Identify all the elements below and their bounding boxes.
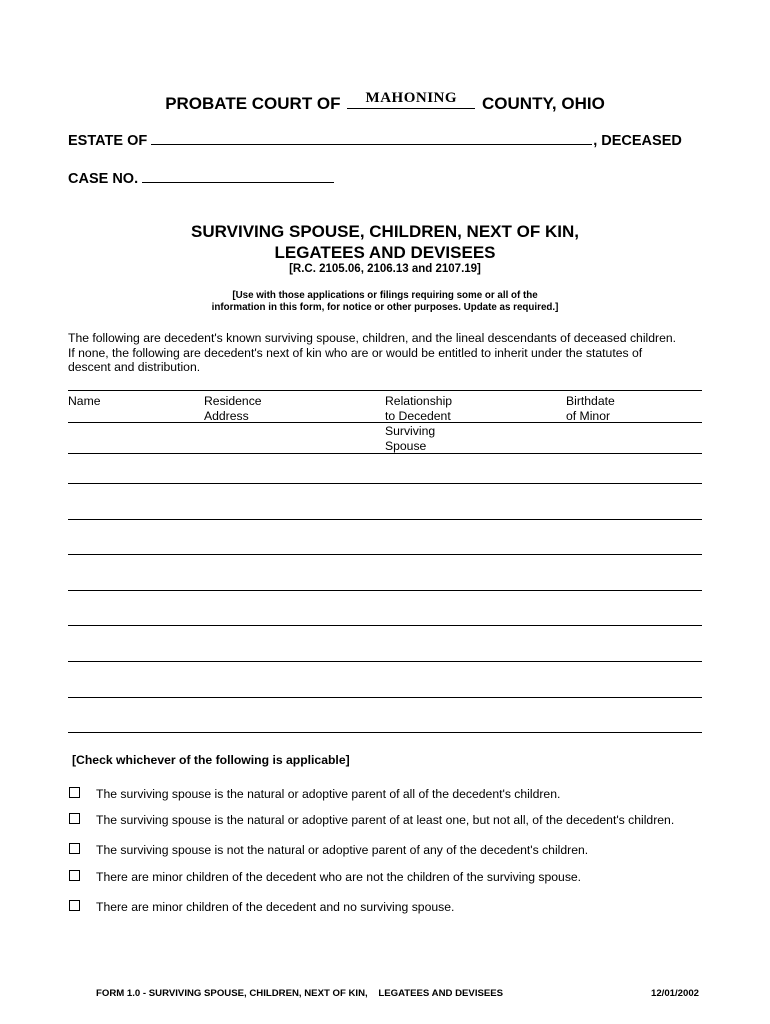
table-row-rule[interactable] — [68, 554, 702, 555]
table-row-rule[interactable] — [68, 697, 702, 698]
checkbox-spouse-parent-all[interactable] — [69, 787, 80, 798]
column-header-relationship-line2: to Decedent — [385, 408, 451, 423]
column-header-name-label: Name — [68, 394, 101, 408]
case-number-field[interactable] — [142, 170, 334, 183]
case-label: CASE NO. — [68, 171, 139, 187]
column-header-relationship — [385, 394, 452, 423]
column-header-address-line1: Residence — [204, 394, 262, 408]
column-header-birthdate — [566, 394, 615, 423]
table-row-rule[interactable] — [68, 519, 702, 520]
table-row-rule[interactable] — [68, 483, 702, 484]
intro-line3: descent and distribution. — [68, 360, 201, 374]
checkbox-spouse-parent-some[interactable] — [69, 813, 80, 824]
table-top-rule — [68, 390, 702, 391]
checkbox-label: The surviving spouse is not the natural or adoptive parent of any of the decedent's children. — [96, 843, 589, 857]
intro-line2: If none, the following are decedent's next of kin who are or would be entitled to inherit under the statutes of — [68, 345, 643, 360]
table-header-rule — [68, 422, 702, 423]
checkbox-label: The surviving spouse is the natural or adoptive parent of at least one, but not all, of the decedent's children. — [96, 813, 675, 827]
table-row-rule[interactable] — [68, 732, 702, 733]
form-title-line2: LEGATEES AND DEVISEES — [274, 243, 496, 262]
footer-form-title: FORM 1.0 - SURVIVING SPOUSE, CHILDREN, NEXT OF KIN, LEGATEES AND DEVISEES — [96, 988, 504, 999]
instruction-line1: [Use with those applications or filings requiring some or all of the — [232, 290, 538, 301]
table-row-rule[interactable] — [68, 453, 702, 454]
intro-line1: The following are decedent's known surviving spouse, children, and the lineal descendants of deceased children. — [68, 331, 677, 345]
instruction-line2: information in this form, for notice or other purposes. Update as required.] — [211, 302, 559, 313]
estate-label: ESTATE OF — [68, 133, 148, 149]
table-row-rule[interactable] — [68, 590, 702, 591]
statute-reference: [R.C. 2105.06, 2106.13 and 2107.19] — [289, 263, 481, 275]
checkbox-minor-children-no-spouse[interactable] — [69, 900, 80, 911]
column-header-name — [68, 394, 101, 409]
court-heading — [0, 92, 770, 114]
intro-paragraph — [68, 331, 708, 375]
checkbox-label: There are minor children of the decedent and no surviving spouse. — [96, 900, 455, 914]
column-header-relationship-line1: Relationship — [385, 394, 453, 408]
form-title-line1: SURVIVING SPOUSE, CHILDREN, NEXT OF KIN, — [191, 222, 579, 241]
checkbox-label: The surviving spouse is the natural or adoptive parent of all of the decedent's children. — [96, 787, 561, 801]
row1-relationship-line2: Spouse — [385, 438, 427, 453]
row1-relationship-line1: Surviving — [385, 424, 436, 438]
table-row-rule[interactable] — [68, 625, 702, 626]
row1-relationship — [385, 424, 435, 453]
estate-row — [68, 132, 700, 149]
column-header-address-line2: Address — [204, 408, 249, 423]
estate-suffix: , DECEASED — [593, 133, 682, 149]
table-row-rule[interactable] — [68, 661, 702, 662]
checkbox-label: There are minor children of the decedent who are not the children of the surviving spouse. — [96, 870, 582, 884]
county-field[interactable] — [347, 92, 475, 109]
checkbox-spouse-parent-none[interactable] — [69, 843, 80, 854]
column-header-address — [204, 394, 262, 423]
column-header-birthdate-line1: Birthdate — [566, 394, 615, 408]
footer-date: 12/01/2002 — [651, 988, 700, 999]
court-suffix: COUNTY, OHIO — [482, 94, 605, 113]
court-prefix: PROBATE COURT OF — [165, 94, 341, 113]
column-header-birthdate-line2: of Minor — [566, 408, 611, 423]
checklist-title: [Check whichever of the following is applicable] — [72, 753, 350, 767]
checkbox-minor-children-not-spouse[interactable] — [69, 870, 80, 881]
county-value: MAHONING — [365, 90, 458, 106]
case-row — [68, 170, 334, 187]
estate-name-field[interactable] — [151, 132, 592, 145]
